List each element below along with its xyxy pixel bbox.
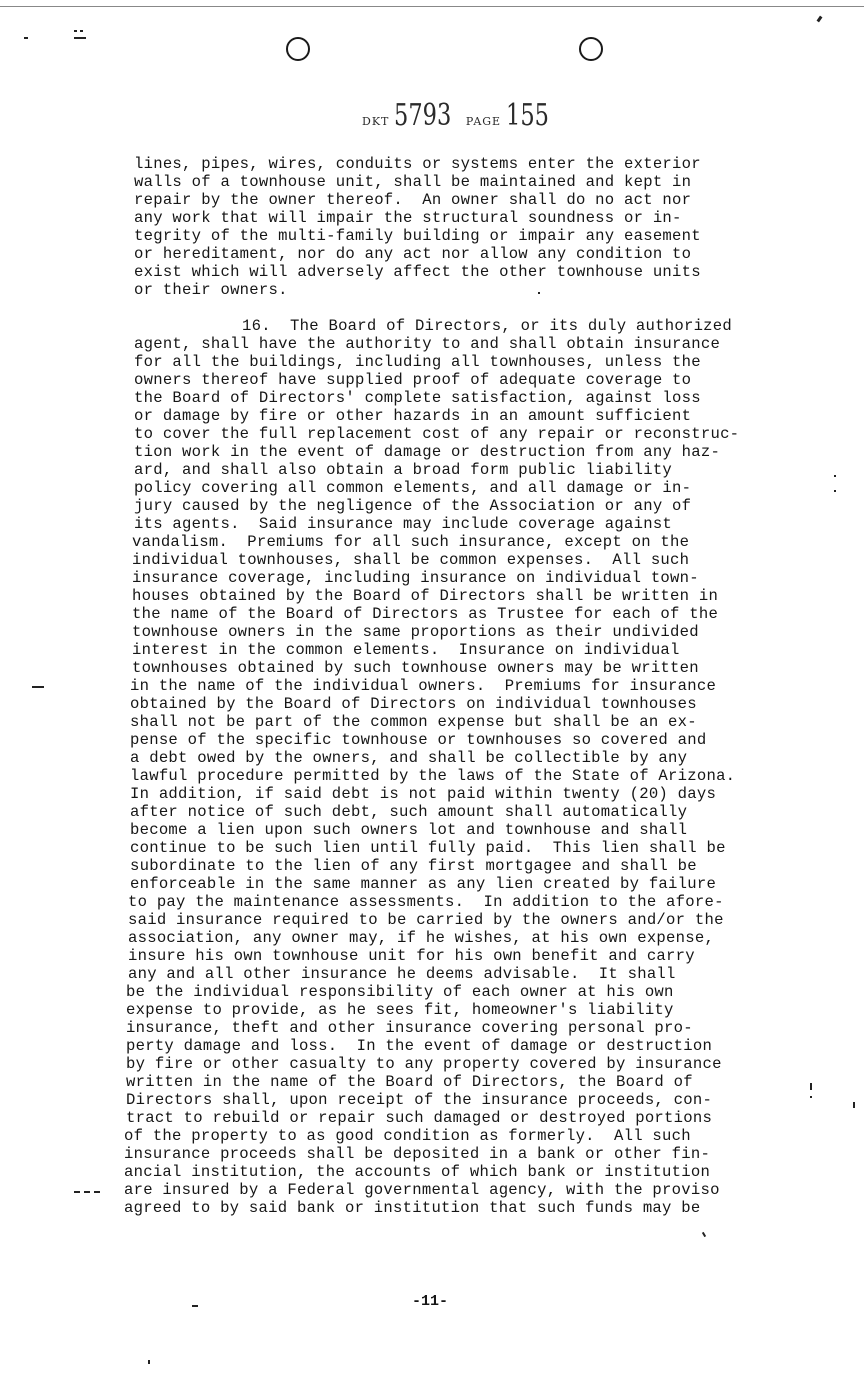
text-line: become a lien upon such owners lot and townhouse and shall [130,821,688,839]
text-line: or their owners. [134,281,288,299]
scan-speck [538,292,540,294]
text-line: owners thereof have supplied proof of adequate coverage to [134,371,692,389]
text-line: ancial institution, the accounts of which bank or institution [124,1163,711,1181]
page-footer-number: -11- [412,1293,449,1310]
text-line: to cover the full replacement cost of any repair or reconstruc- [134,425,740,443]
text-line: tegrity of the multi-family building or impair any easement [134,227,701,245]
text-line: obtained by the Board of Directors on individual townhouses [130,695,697,713]
text-line: expense to provide, as he sees fit, homeowner's liability [126,1001,674,1019]
text-line: pense of the specific townhouse or townhouses so covered and [130,731,707,749]
text-line: exist which will adversely affect the other townhouse units [134,263,701,281]
scan-speck [817,16,823,23]
page-prefix: PAGE [465,115,502,128]
text-line: its agents. Said insurance may include coverage against [134,515,673,533]
text-line: Directors shall, upon receipt of the insurance proceeds, con- [126,1091,713,1109]
text-line: policy covering all common elements, and all damage or in- [134,479,692,497]
text-line: insurance proceeds shall be deposited in a bank or other fin- [124,1145,711,1163]
text-line: after notice of such debt, such amount shall automatically [130,803,688,821]
text-line: in the name of the individual owners. Premiums for insurance [130,677,717,695]
text-line: individual townhouses, shall be common expenses. All such [132,551,690,569]
book-prefix: DKT [362,115,390,128]
text-line: houses obtained by the Board of Directors shall be written in [132,587,719,605]
scan-speck [74,30,77,32]
punch-hole-right [579,37,603,61]
paragraph-16-start: 16. The Board of Directors, or its duly authorized [242,317,732,335]
scan-speck [74,1191,80,1193]
text-line: repair by the owner thereof. An owner shall do no act nor [134,191,692,209]
text-line: perty damage and loss. In the event of damage or destruction [126,1037,713,1055]
text-line: to pay the maintenance assessments. In addition to the afore- [128,893,724,911]
text-line: walls of a townhouse unit, shall be maintained and kept in [134,173,692,191]
scan-speck [834,490,836,492]
text-line: townhouses obtained by such townhouse owners may be written [132,659,699,677]
scan-speck [94,1191,100,1193]
text-line: jury caused by the negligence of the Association or any of [134,497,692,515]
text-line: townhouse owners in the same proportions as their undivided [132,623,699,641]
text-line: the Board of Directors' complete satisfaction, against loss [134,389,701,407]
text-line: of the property to as good condition as formerly. All such [124,1127,691,1145]
punch-hole-left [286,37,310,61]
text-line: written in the name of the Board of Directors, the Board of [126,1073,693,1091]
scan-speck [192,1305,198,1307]
text-line: tract to rebuild or repair such damaged or destroyed portions [126,1109,713,1127]
scan-speck [32,686,44,688]
text-line: agreed to by said bank or institution that such funds may be [124,1199,701,1217]
scan-speck [810,1096,812,1098]
scan-speck [80,30,83,32]
text-line: agent, shall have the authority to and shall obtain insurance [134,335,721,353]
text-line: a debt owed by the owners, and shall be collectible by any [130,749,688,767]
text-line: any work that will impair the structural soundness or in- [134,209,682,227]
page-number-stamp: 155 [506,98,550,133]
text-line: any and all other insurance he deems advisable. It shall [128,965,676,983]
text-line: lawful procedure permitted by the laws of the State of Arizona. [130,767,736,785]
scan-speck [834,475,836,477]
text-line: tion work in the event of damage or destruction from any haz- [134,443,721,461]
text-line: subordinate to the lien of any first mortgagee and shall be [130,857,697,875]
text-line: said insurance required to be carried by the owners and/or the [128,911,724,929]
scan-speck [24,37,28,39]
text-line: enforceable in the same manner as any lien created by failure [130,875,717,893]
text-line: by fire or other casualty to any property covered by insurance [126,1055,722,1073]
text-line: In addition, if said debt is not paid within twenty (20) days [130,785,717,803]
scan-speck [74,37,86,39]
text-line: or damage by fire or other hazards in an amount sufficient [134,407,692,425]
scan-speck [853,1102,855,1108]
text-line: insure his own townhouse unit for his own benefit and carry [128,947,695,965]
text-line: are insured by a Federal governmental agency, with the proviso [124,1181,720,1199]
text-line: shall not be part of the common expense but shall be an ex- [130,713,697,731]
text-line: interest in the common elements. Insurance on individual [132,641,680,659]
text-line: ard, and shall also obtain a broad form public liability [134,461,673,479]
text-line: insurance, theft and other insurance covering personal pro- [126,1019,693,1037]
text-line: vandalism. Premiums for all such insurance, except on the [132,533,690,551]
scan-speck [702,1232,706,1237]
recording-stamp [362,98,563,133]
text-line: continue to be such lien until fully paid. This lien shall be [130,839,726,857]
text-line: or hereditament, nor do any act nor allow any condition to [134,245,692,263]
book-number: 5793 [394,98,452,133]
text-line: for all the buildings, including all townhouses, unless the [134,353,701,371]
text-line: insurance coverage, including insurance on individual town- [132,569,699,587]
text-line: be the individual responsibility of each owner at his own [126,983,674,1001]
scan-speck [810,1083,812,1090]
scan-speck [148,1360,150,1364]
text-line: lines, pipes, wires, conduits or systems enter the exterior [134,155,701,173]
text-line: association, any owner may, if he wishes, at his own expense, [128,929,715,947]
scan-edge-line [0,6,864,7]
text-line: the name of the Board of Directors as Trustee for each of the [132,605,719,623]
scan-speck [84,1191,90,1193]
